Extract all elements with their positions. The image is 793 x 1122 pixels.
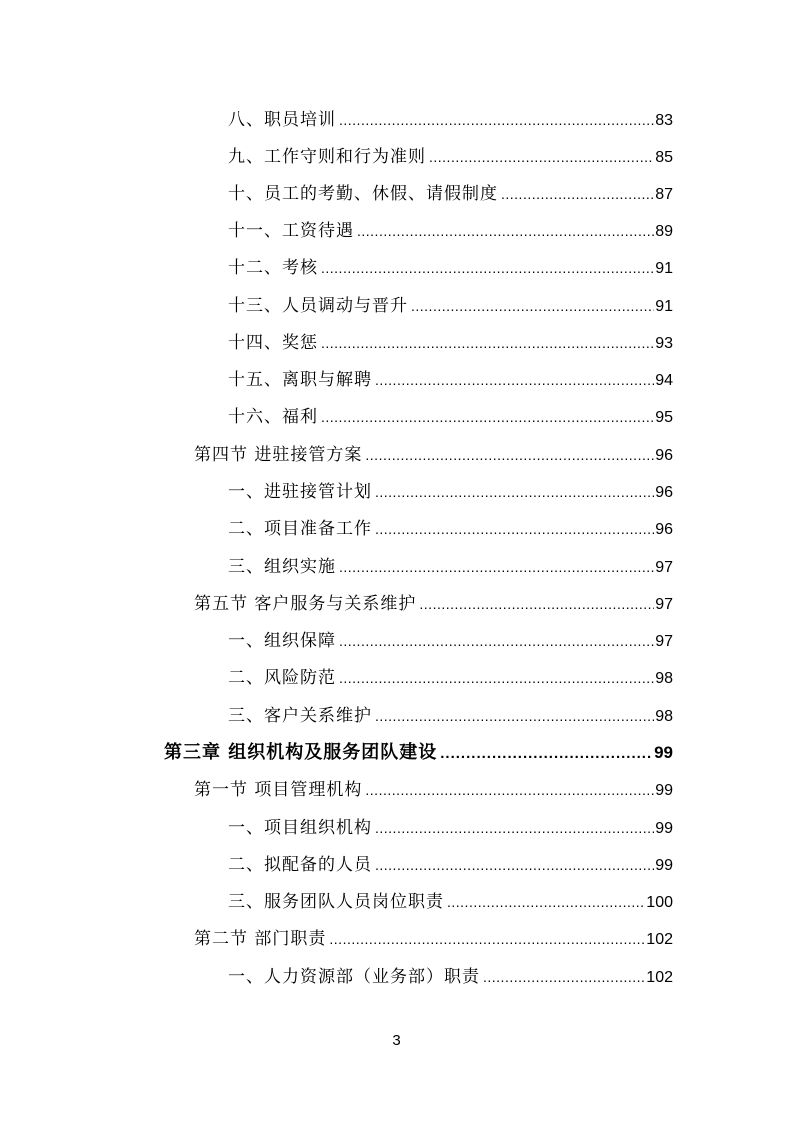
toc-entry-page: 97 xyxy=(655,559,673,576)
toc-entry[interactable] xyxy=(228,701,673,731)
toc-dot-leader xyxy=(321,328,654,358)
toc-entry-title: 三、服务团队人员岗位职责 xyxy=(228,892,444,912)
toc-entry-title: 一、组织保障 xyxy=(228,631,336,651)
toc-entry-title: 二、拟配备的人员 xyxy=(228,855,372,875)
toc-entry-page: 91 xyxy=(655,298,673,315)
toc-entry-page: 99 xyxy=(654,743,673,762)
toc-entry-title: 十四、奖惩 xyxy=(228,333,318,353)
toc-entry-page: 85 xyxy=(655,149,673,166)
toc-dot-leader xyxy=(375,813,654,843)
toc-entry[interactable] xyxy=(228,253,673,283)
toc-entry-page: 98 xyxy=(655,670,673,687)
toc-entry-title: 十一、工资待遇 xyxy=(228,221,354,241)
toc-entry-page: 91 xyxy=(655,260,673,277)
toc-entry[interactable] xyxy=(228,328,673,358)
toc-entry-page: 89 xyxy=(655,223,673,240)
toc-entry[interactable] xyxy=(228,813,673,843)
toc-entry[interactable] xyxy=(228,105,673,135)
toc-entry-title: 第三章 组织机构及服务团队建设 xyxy=(164,742,438,763)
toc-dot-leader xyxy=(339,663,654,693)
toc-entry-page: 98 xyxy=(655,708,673,725)
toc-entry-title: 二、风险防范 xyxy=(228,668,336,688)
toc-entry-page: 96 xyxy=(655,484,673,501)
toc-entry-title: 十二、考核 xyxy=(228,258,318,278)
toc-dot-leader xyxy=(375,477,654,507)
toc-entry-page: 83 xyxy=(655,112,673,129)
toc-entry-title: 十三、人员调动与晋升 xyxy=(228,296,408,316)
page-number: 3 xyxy=(392,1032,401,1049)
toc-dot-leader xyxy=(447,887,645,917)
toc-entry[interactable] xyxy=(228,962,673,992)
toc-entry-title: 十六、福利 xyxy=(228,407,318,427)
toc-entry[interactable] xyxy=(228,142,673,172)
toc-dot-leader xyxy=(321,253,654,283)
toc-entry-title: 八、职员培训 xyxy=(228,110,336,130)
toc-dot-leader xyxy=(329,924,645,954)
toc-entry-page: 95 xyxy=(655,409,673,426)
toc-dot-leader xyxy=(375,514,654,544)
toc-dot-leader xyxy=(429,142,654,172)
toc-dot-leader xyxy=(339,626,654,656)
toc-dot-leader xyxy=(357,216,654,246)
toc-entry[interactable] xyxy=(228,887,673,917)
toc-entry[interactable] xyxy=(228,179,673,209)
toc-dot-leader xyxy=(440,739,653,769)
toc-entry-title: 二、项目准备工作 xyxy=(228,519,372,539)
toc-entry-page: 87 xyxy=(655,186,673,203)
toc-chapter-entry[interactable] xyxy=(164,738,673,768)
toc-dot-leader xyxy=(339,552,654,582)
toc-entry-page: 97 xyxy=(655,596,673,613)
toc-entry-title: 第五节 客户服务与关系维护 xyxy=(194,594,417,614)
toc-section-entry[interactable] xyxy=(194,440,673,470)
toc-dot-leader xyxy=(375,701,654,731)
toc-entry[interactable] xyxy=(228,663,673,693)
toc-entry-page: 97 xyxy=(655,633,673,650)
toc-entry-page: 99 xyxy=(655,782,673,799)
toc-entry-page: 102 xyxy=(646,931,673,948)
toc-entry-title: 一、进驻接管计划 xyxy=(228,482,372,502)
toc-entry[interactable] xyxy=(228,514,673,544)
toc-dot-leader xyxy=(321,402,654,432)
toc-entry-title: 九、工作守则和行为准则 xyxy=(228,147,426,167)
toc-entry[interactable] xyxy=(228,477,673,507)
toc-entry-page: 99 xyxy=(655,857,673,874)
toc-entry-page: 96 xyxy=(655,521,673,538)
toc-entry-title: 十五、离职与解聘 xyxy=(228,370,372,390)
toc-entry[interactable] xyxy=(228,552,673,582)
toc-entry-title: 一、项目组织机构 xyxy=(228,818,372,838)
toc-section-entry[interactable] xyxy=(194,924,673,954)
toc-dot-leader xyxy=(339,105,654,135)
toc-entry-title: 十、员工的考勤、休假、请假制度 xyxy=(228,184,498,204)
toc-entry-page: 100 xyxy=(646,894,673,911)
toc-dot-leader xyxy=(375,365,654,395)
toc-entry-page: 102 xyxy=(646,969,673,986)
toc-entry-page: 93 xyxy=(655,335,673,352)
toc-entry-page: 94 xyxy=(655,372,673,389)
toc-entry-title: 第二节 部门职责 xyxy=(194,929,327,949)
toc-section-entry[interactable] xyxy=(194,775,673,805)
toc-entry-title: 一、人力资源部（业务部）职责 xyxy=(228,967,480,987)
toc-entry-title: 第一节 项目管理机构 xyxy=(194,780,363,800)
toc-dot-leader xyxy=(483,962,645,992)
toc-section-entry[interactable] xyxy=(194,589,673,619)
toc-dot-leader xyxy=(375,850,654,880)
toc-entry-page: 99 xyxy=(655,820,673,837)
toc-dot-leader xyxy=(411,291,654,321)
toc-entry[interactable] xyxy=(228,365,673,395)
toc-dot-leader xyxy=(419,589,654,619)
toc-entry-title: 第四节 进驻接管方案 xyxy=(194,445,363,465)
toc-dot-leader xyxy=(365,775,654,805)
toc-entry-title: 三、组织实施 xyxy=(228,557,336,577)
toc-entry[interactable] xyxy=(228,216,673,246)
toc-dot-leader xyxy=(365,440,654,470)
toc-entry[interactable] xyxy=(228,402,673,432)
toc-entry-title: 三、客户关系维护 xyxy=(228,706,372,726)
toc-entry[interactable] xyxy=(228,850,673,880)
toc-entry[interactable] xyxy=(228,626,673,656)
toc-dot-leader xyxy=(501,179,654,209)
toc-entry-page: 96 xyxy=(655,447,673,464)
toc-entry[interactable] xyxy=(228,291,673,321)
